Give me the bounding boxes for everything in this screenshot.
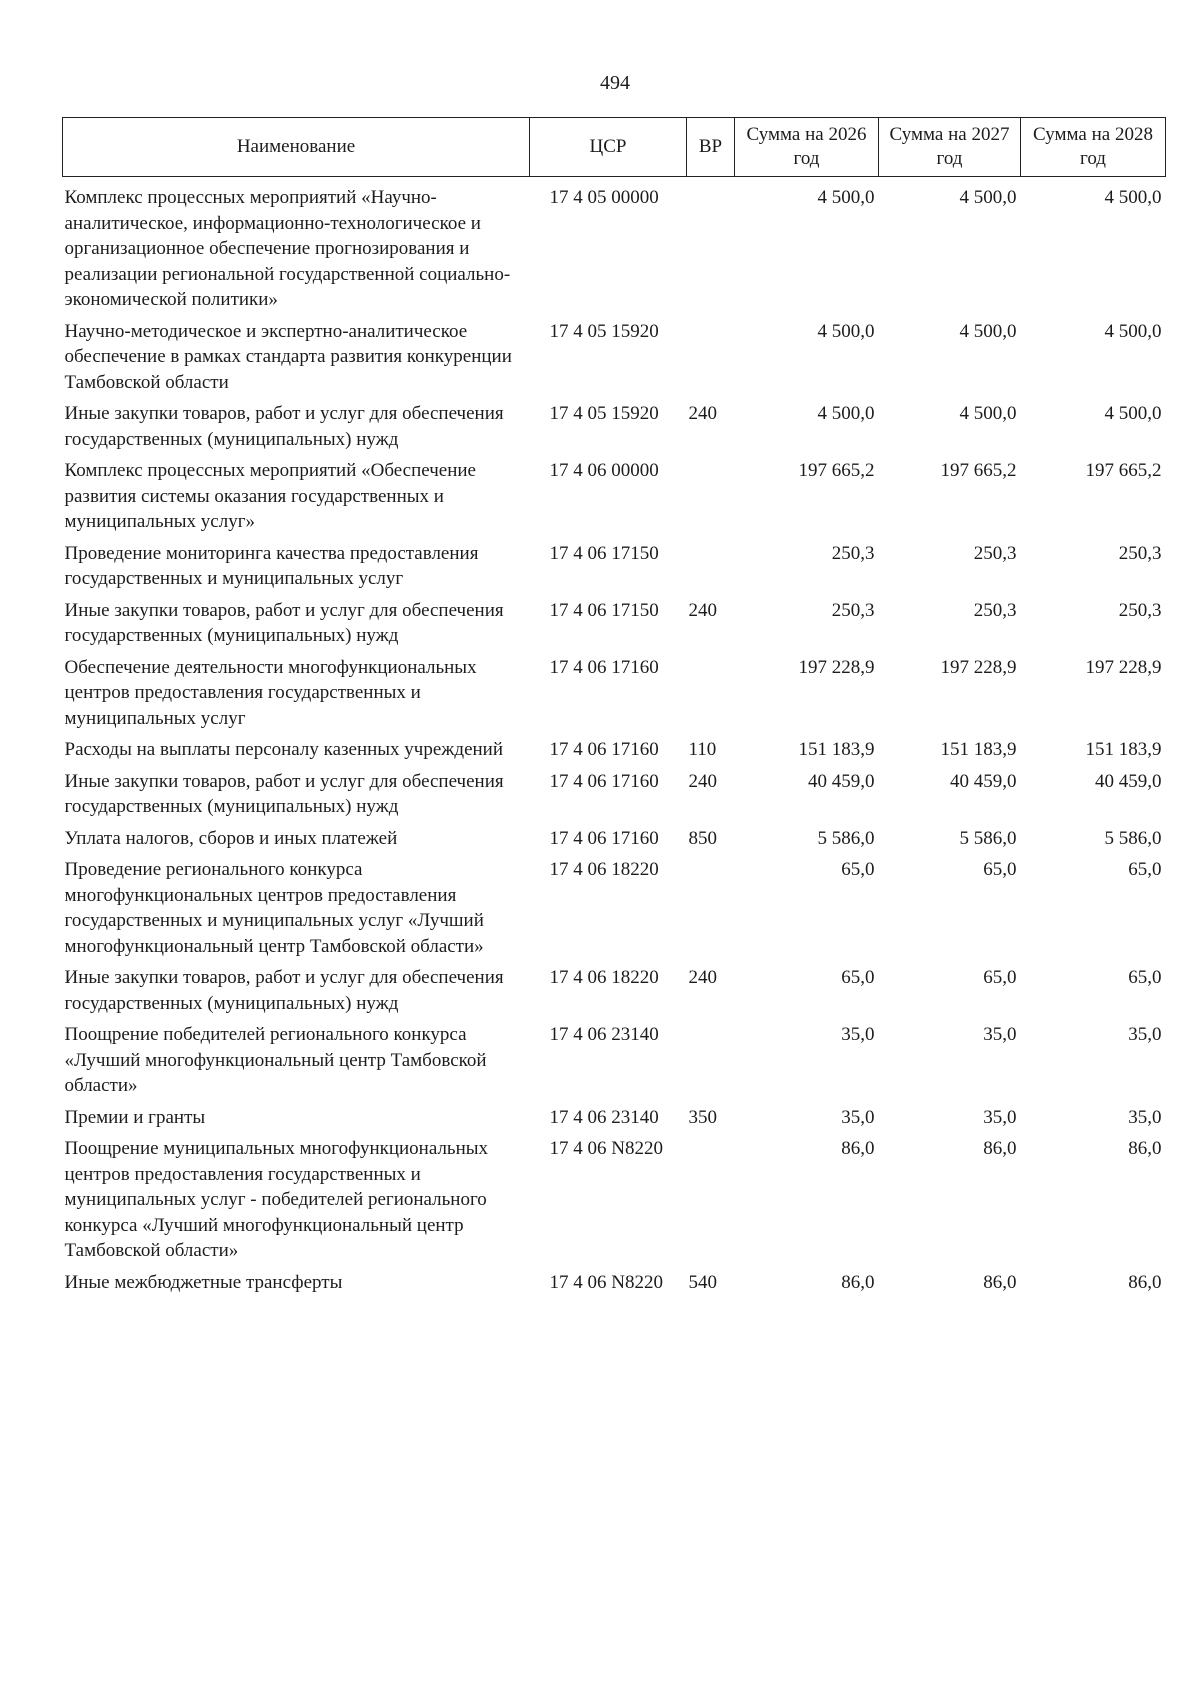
row-name: Поощрение муниципальных многофункциональных центров предоставления государственных и муниципальных услуг - победителей регионального конкурса «Лучший многофункциональный центр Тамбовской области» — [64, 1138, 489, 1261]
row-name: Иные закупки товаров, работ и услуг для обеспечения государственных (муниципальных) нужд — [64, 403, 504, 450]
row-sum-2027: 4 500,0 — [959, 403, 1017, 424]
table-row — [63, 401, 1166, 458]
row-sum-2028: 86,0 — [1128, 1271, 1162, 1293]
table-header-row — [63, 118, 1166, 177]
row-sum-2027: 86,0 — [983, 1138, 1017, 1159]
row-sum-2026: 86,0 — [841, 1271, 875, 1293]
row-csr: 17 4 05 15920 — [549, 320, 659, 342]
row-name: Комплекс процессных мероприятий «Научно-аналитическое, информационно-технологическое и организационное обеспечение прогнозирования и реализации региональной государственной социально-экономической политики» — [64, 187, 511, 310]
row-vr — [687, 458, 735, 541]
table-row — [63, 177, 1166, 319]
row-sum-2026: 250,3 — [831, 599, 875, 621]
row-vr — [687, 319, 735, 402]
row-vr: 240 — [688, 403, 717, 424]
row-csr: 17 4 06 N8220 — [549, 1271, 663, 1293]
row-vr — [687, 1136, 735, 1270]
row-sum-2027: 65,0 — [983, 967, 1017, 988]
row-sum-2027: 86,0 — [983, 1271, 1017, 1293]
row-csr: 17 4 06 17150 — [549, 542, 659, 564]
row-csr: 17 4 06 17150 — [549, 599, 659, 621]
row-sum-2028: 65,0 — [1128, 967, 1162, 988]
table-row — [63, 458, 1166, 541]
row-sum-2028: 197 665,2 — [1085, 460, 1162, 481]
row-sum-2027: 65,0 — [983, 859, 1017, 880]
row-sum-2026: 86,0 — [841, 1138, 875, 1159]
row-sum-2028: 35,0 — [1128, 1024, 1162, 1045]
row-sum-2027: 35,0 — [983, 1024, 1017, 1045]
row-csr: 17 4 05 15920 — [549, 403, 659, 424]
row-name: Иные закупки товаров, работ и услуг для обеспечения государственных (муниципальных) нужд — [64, 599, 504, 646]
row-csr: 17 4 06 17160 — [549, 770, 659, 792]
row-sum-2026: 40 459,0 — [808, 770, 875, 792]
row-csr: 17 4 05 00000 — [549, 187, 659, 208]
header-sum-2027: Сумма на 2027 год — [879, 118, 1021, 177]
table-row — [63, 965, 1166, 1022]
row-vr: 240 — [688, 967, 717, 988]
row-vr — [687, 177, 735, 319]
row-name: Расходы на выплаты персоналу казенных учреждений — [64, 739, 504, 760]
row-name: Проведение мониторинга качества предоставления государственных и муниципальных услуг — [64, 542, 479, 589]
row-name: Комплекс процессных мероприятий «Обеспечение развития системы оказания государственных и муниципальных услуг» — [64, 460, 476, 532]
row-sum-2028: 250,3 — [1118, 542, 1162, 564]
row-sum-2027: 197 228,9 — [940, 656, 1017, 678]
row-name: Иные межбюджетные трансферты — [64, 1271, 343, 1293]
row-vr: 110 — [688, 739, 717, 760]
header-vr: ВР — [687, 118, 735, 177]
row-csr: 17 4 06 17160 — [549, 739, 659, 760]
row-sum-2028: 151 183,9 — [1085, 739, 1162, 760]
header-sum-2026: Сумма на 2026 год — [735, 118, 879, 177]
table-row — [63, 598, 1166, 655]
table-row — [63, 319, 1166, 402]
row-name: Проведение регионального конкурса многофункциональных центров предоставления государственных и муниципальных услуг «Лучший многофункциональный центр Тамбовской области» — [64, 859, 484, 957]
row-sum-2026: 65,0 — [841, 967, 875, 988]
row-sum-2028: 197 228,9 — [1085, 656, 1162, 678]
row-sum-2028: 4 500,0 — [1104, 403, 1162, 424]
row-csr: 17 4 06 00000 — [549, 460, 659, 481]
row-vr: 350 — [688, 1106, 717, 1128]
row-sum-2027: 4 500,0 — [959, 187, 1017, 208]
row-sum-2028: 4 500,0 — [1104, 320, 1162, 342]
row-vr — [687, 857, 735, 965]
row-sum-2026: 5 586,0 — [817, 827, 875, 849]
header-csr: ЦСР — [530, 118, 687, 177]
row-csr: 17 4 06 17160 — [549, 827, 659, 849]
row-sum-2026: 4 500,0 — [817, 320, 875, 342]
row-name: Премии и гранты — [64, 1106, 206, 1128]
row-csr: 17 4 06 N8220 — [549, 1138, 663, 1159]
table-row — [63, 1105, 1166, 1137]
row-sum-2026: 197 228,9 — [798, 656, 875, 678]
row-name: Поощрение победителей регионального конкурса «Лучший многофункциональный центр Тамбовской области» — [64, 1024, 487, 1096]
row-sum-2027: 5 586,0 — [959, 827, 1017, 849]
row-sum-2026: 35,0 — [841, 1024, 875, 1045]
header-name: Наименование — [63, 118, 530, 177]
row-vr — [687, 1022, 735, 1105]
row-sum-2027: 4 500,0 — [959, 320, 1017, 342]
row-vr: 240 — [688, 599, 717, 621]
table-row — [63, 857, 1166, 965]
row-sum-2028: 65,0 — [1128, 859, 1162, 880]
row-sum-2028: 86,0 — [1128, 1138, 1162, 1159]
row-name: Научно-методическое и экспертно-аналитическое обеспечение в рамках стандарта развития конкуренции Тамбовской области — [64, 320, 512, 393]
row-sum-2028: 40 459,0 — [1095, 770, 1162, 792]
row-csr: 17 4 06 23140 — [549, 1024, 659, 1045]
row-sum-2027: 250,3 — [973, 542, 1017, 564]
row-sum-2026: 65,0 — [841, 859, 875, 880]
table-row — [63, 1022, 1166, 1105]
table-row — [63, 826, 1166, 858]
table-row — [63, 655, 1166, 738]
table-row — [63, 1270, 1166, 1302]
row-csr: 17 4 06 17160 — [549, 656, 659, 678]
row-vr: 540 — [688, 1271, 717, 1293]
page-number: 494 — [600, 72, 630, 94]
table-row — [63, 541, 1166, 598]
table-body — [63, 177, 1166, 1302]
row-sum-2026: 35,0 — [841, 1106, 875, 1128]
header-sum-2028: Сумма на 2028 год — [1021, 118, 1166, 177]
row-sum-2027: 35,0 — [983, 1106, 1017, 1128]
row-name: Уплата налогов, сборов и иных платежей — [64, 827, 398, 849]
row-sum-2028: 35,0 — [1128, 1106, 1162, 1128]
row-name: Иные закупки товаров, работ и услуг для обеспечения государственных (муниципальных) нужд — [64, 770, 504, 817]
row-sum-2028: 4 500,0 — [1104, 187, 1162, 208]
row-vr — [687, 655, 735, 738]
row-vr: 240 — [688, 770, 717, 792]
row-sum-2026: 151 183,9 — [798, 739, 875, 760]
row-csr: 17 4 06 23140 — [549, 1106, 659, 1128]
table-row — [63, 1136, 1166, 1270]
budget-table — [62, 117, 1166, 1301]
table-row — [63, 737, 1166, 769]
row-csr: 17 4 06 18220 — [549, 967, 659, 988]
row-sum-2027: 40 459,0 — [950, 770, 1017, 792]
row-vr: 850 — [688, 827, 717, 849]
row-sum-2028: 250,3 — [1118, 599, 1162, 621]
row-sum-2027: 151 183,9 — [940, 739, 1017, 760]
row-csr: 17 4 06 18220 — [549, 859, 659, 880]
row-sum-2027: 197 665,2 — [940, 460, 1017, 481]
row-sum-2027: 250,3 — [973, 599, 1017, 621]
table-row — [63, 769, 1166, 826]
row-name: Иные закупки товаров, работ и услуг для обеспечения государственных (муниципальных) нужд — [64, 967, 504, 1014]
row-sum-2026: 4 500,0 — [817, 187, 875, 208]
row-sum-2026: 197 665,2 — [798, 460, 875, 481]
row-vr — [687, 541, 735, 598]
row-sum-2026: 250,3 — [831, 542, 875, 564]
row-sum-2028: 5 586,0 — [1104, 827, 1162, 849]
row-sum-2026: 4 500,0 — [817, 403, 875, 424]
row-name: Обеспечение деятельности многофункциональных центров предоставления государственных и муниципальных услуг — [64, 656, 477, 729]
